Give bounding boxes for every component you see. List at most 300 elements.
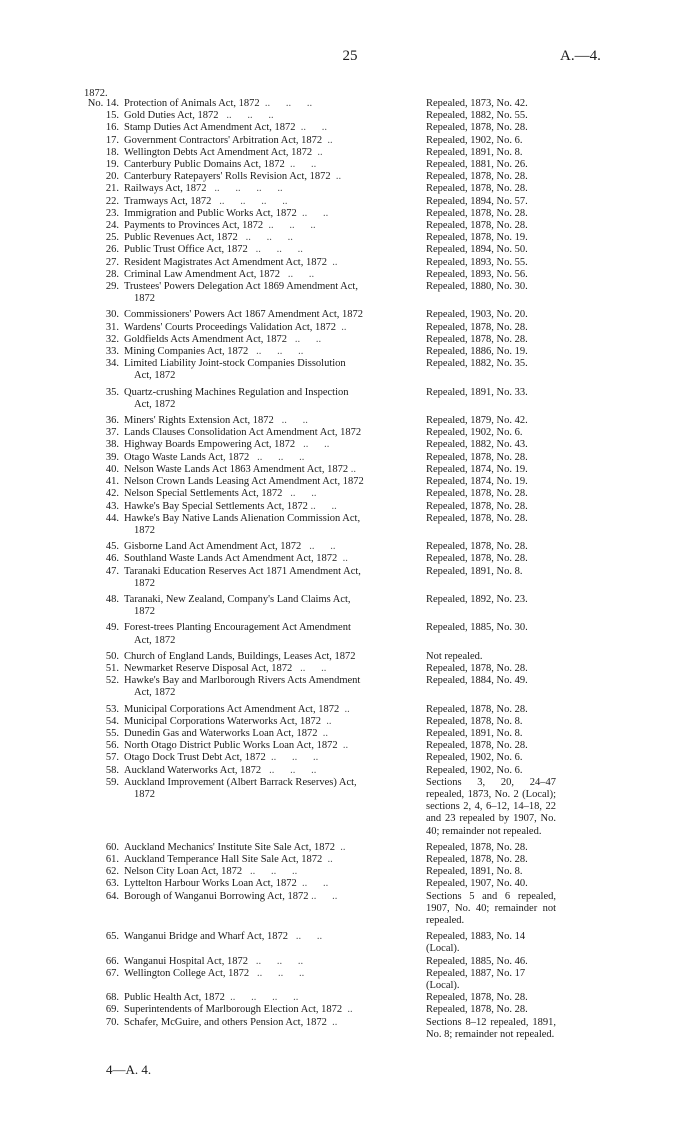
act-title (124, 159, 420, 171)
act-title-text: Dunedin Gas and Waterworks Loan Act, 1872 (124, 727, 318, 739)
act-title-cell (124, 675, 420, 699)
repeal-status: Sections 5 and 6 repealed, 1907, No. 40; remainder not repealed. (426, 890, 556, 926)
act-title-text: Mining Companies Act, 1872 (124, 346, 249, 358)
act-title-text: Wanganui Bridge and Wharf Act, 1872 (124, 931, 289, 943)
act-row (72, 232, 632, 244)
repeal-status: Repealed, 1878, No. 28. (426, 992, 528, 1004)
act-title (124, 622, 420, 634)
repeal-status: Repealed, 1878, No. 28. (426, 333, 528, 345)
act-title-text: Wardens' Courts Proceedings Validation Act, 1872 (124, 321, 336, 333)
act-row (72, 439, 632, 451)
act-title-text: Trustees' Powers Delegation Act 1869 Amendment Act, (124, 281, 358, 293)
act-title-cell (124, 1004, 420, 1016)
dot-leader: .. (322, 853, 333, 865)
act-title-cell (124, 281, 420, 305)
repeal-status: Repealed, 1882, No. 43. (426, 439, 528, 451)
act-title-text: Payments to Provinces Act, 1872 (124, 220, 264, 232)
repeal-status: Repealed, 1884, No. 49. (426, 675, 528, 687)
act-number: 51. (105, 662, 119, 674)
act-title (124, 322, 420, 334)
act-number: 57. (105, 752, 119, 764)
act-title-cell (124, 716, 420, 728)
act-number: 21. (105, 183, 119, 195)
act-title-cell (124, 358, 420, 382)
act-row (72, 98, 632, 110)
act-row (72, 183, 632, 195)
repeal-status: Repealed, 1878, No. 28. (426, 541, 528, 553)
act-title (124, 501, 420, 513)
act-title-cell (124, 427, 420, 439)
repeal-status: Repealed, 1902, No. 6. (426, 752, 523, 764)
act-title-cell (124, 663, 420, 675)
repeal-status: Repealed, 1882, No. 55. (426, 110, 528, 122)
act-title-cell (124, 322, 420, 334)
act-title-cell (124, 159, 420, 171)
act-row (72, 891, 632, 928)
act-title-cell (124, 1017, 420, 1029)
act-row (72, 866, 632, 878)
act-title-text: Nelson Waste Lands Act 1863 Amendment Act, 1872 (124, 463, 349, 475)
act-number: 63. (105, 878, 119, 890)
act-title-cell (124, 208, 420, 220)
dot-leader: .. .. (296, 207, 329, 219)
repeal-status: Repealed, 1878, No. 28. (426, 662, 528, 674)
act-title (124, 1017, 420, 1029)
act-title-text: Canterbury Public Domains Act, 1872 (124, 159, 285, 171)
act-row (72, 728, 632, 740)
repeal-status: Repealed, 1891, No. 8. (426, 727, 523, 739)
dot-leader: .. .. .. .. (206, 183, 283, 195)
repeal-status: Repealed, 1878, No. 8. (426, 715, 523, 727)
act-number: 34. (105, 358, 119, 370)
act-number: No. 14. (87, 98, 119, 109)
act-number: 32. (105, 333, 119, 345)
act-number: 22. (105, 195, 119, 207)
act-row (72, 122, 632, 134)
act-title-continuation: Act, 1872 (134, 634, 176, 646)
act-row (72, 501, 632, 513)
dot-leader: .. .. .. (247, 955, 304, 967)
act-title-text: Gold Duties Act, 1872 (124, 110, 219, 122)
act-number: 67. (105, 967, 119, 979)
act-title-cell (124, 415, 420, 427)
repeal-status: Repealed, 1878, No. 28. (426, 740, 528, 752)
act-title (124, 452, 420, 464)
act-title-text: Limited Liability Joint-stock Companies Dissolution (124, 358, 346, 370)
act-title-cell (124, 956, 420, 968)
act-title-cell (124, 439, 420, 451)
repeal-status: Sections 8–12 repealed, 1891, No. 8; remainder not repealed. (426, 1016, 556, 1040)
act-title-text: Schafer, McGuire, and others Pension Act, 1872 (124, 1016, 327, 1028)
repeal-status: Repealed, 1874, No. 19. (426, 476, 528, 488)
act-title-text: Nelson Special Settlements Act, 1872 (124, 488, 283, 500)
repeal-status: Repealed, 1887, No. 17 (Local). (426, 967, 526, 992)
act-row (72, 1004, 632, 1016)
act-title-text: Miners' Rights Extension Act, 1872 (124, 415, 274, 427)
act-title-text: Quartz-crushing Machines Regulation and Inspection (124, 386, 349, 398)
act-row (72, 675, 632, 699)
act-title (124, 992, 420, 1004)
repeal-status: Repealed, 1902, No. 6. (426, 134, 523, 146)
act-title-cell (124, 334, 420, 346)
act-title (124, 842, 420, 854)
act-title-text: Public Health Act, 1872 (124, 992, 225, 1004)
act-title-cell (124, 728, 420, 740)
act-number: 70. (105, 1016, 119, 1028)
act-title-cell (124, 866, 420, 878)
act-title-cell (124, 842, 420, 854)
dot-leader: .. .. (296, 878, 329, 890)
act-title (124, 675, 420, 687)
act-row (72, 594, 632, 618)
act-number: 48. (105, 593, 119, 605)
act-title-cell (124, 704, 420, 716)
dot-leader: .. .. .. (259, 98, 313, 109)
act-number: 65. (105, 931, 119, 943)
repeal-status: Repealed, 1891, No. 33. (426, 386, 528, 398)
act-number: 17. (105, 134, 119, 146)
act-number: 16. (105, 122, 119, 134)
repeal-status: Repealed, 1903, No. 20. (426, 309, 528, 321)
dot-leader: .. .. (282, 488, 317, 500)
act-title-cell (124, 476, 420, 488)
dot-leader: .. .. (280, 268, 315, 280)
act-row (72, 334, 632, 346)
act-number: 66. (105, 955, 119, 967)
act-title-cell (124, 740, 420, 752)
act-title-text: Commissioners' Powers Act 1867 Amendment Act, 1872 (124, 309, 364, 321)
act-title-text: Immigration and Public Works Act, 1872 (124, 207, 297, 219)
act-row (72, 704, 632, 716)
repeal-status: Not repealed. (426, 650, 483, 662)
act-title (124, 147, 420, 159)
act-row (72, 464, 632, 476)
act-title (124, 878, 420, 890)
act-number: 26. (105, 244, 119, 256)
repeal-status: Repealed, 1907, No. 40. (426, 878, 528, 890)
page-footer-signature: 4—A. 4. (106, 1062, 152, 1077)
repeal-status: Repealed, 1878, No. 28. (426, 853, 528, 865)
act-title-cell (124, 269, 420, 281)
act-title-cell (124, 147, 420, 159)
repeal-status: Repealed, 1878, No. 28. (426, 841, 528, 853)
act-title (124, 476, 420, 488)
act-number: 33. (105, 346, 119, 358)
act-title-text: Church of England Lands, Buildings, Leases Act, 1872 (124, 650, 356, 662)
repeal-status: Repealed, 1878, No. 28. (426, 488, 528, 500)
act-number: 38. (105, 439, 119, 451)
act-title-text: Municipal Corporations Waterworks Act, 1872 (124, 715, 321, 727)
act-title (124, 183, 420, 195)
act-title-cell (124, 594, 420, 618)
act-title (124, 220, 420, 232)
act-row (72, 387, 632, 411)
act-title (124, 122, 420, 134)
repeal-status: Repealed, 1878, No. 28. (426, 451, 528, 463)
act-number: 20. (105, 171, 119, 183)
dot-leader: .. .. .. (218, 110, 274, 122)
act-title-text: Government Contractors' Arbitration Act, 1872 (124, 134, 323, 146)
act-number: 30. (105, 309, 119, 321)
act-number: 43. (105, 500, 119, 512)
act-title-text: Otago Waste Lands Act, 1872 (124, 451, 250, 463)
act-title-cell (124, 452, 420, 464)
act-row (72, 1017, 632, 1041)
act-title-text: Hawke's Bay Native Lands Alienation Commission Act, (124, 512, 361, 524)
act-number: 56. (105, 740, 119, 752)
act-title (124, 765, 420, 777)
act-title-text: Otago Dock Trust Debt Act, 1872 (124, 752, 266, 764)
act-number: 45. (105, 541, 119, 553)
act-title-text: Taranaki Education Reserves Act 1871 Amendment Act, (124, 565, 361, 577)
act-row (72, 765, 632, 777)
act-number: 54. (105, 715, 119, 727)
act-title-text: North Otago District Public Works Loan Act, 1872 (124, 740, 338, 752)
act-title-cell (124, 488, 420, 500)
act-title-cell (124, 968, 420, 980)
dot-leader: .. .. .. (249, 451, 305, 463)
dot-leader: .. .. .. .. (224, 992, 299, 1004)
act-number: 44. (105, 512, 119, 524)
repeal-status: Repealed, 1883, No. 14 (Local). (426, 931, 526, 955)
repeal-status: Repealed, 1879, No. 42. (426, 415, 528, 427)
act-title-text: Forest-trees Planting Encouragement Act Amendment (124, 622, 351, 634)
act-title-cell (124, 244, 420, 256)
act-row (72, 110, 632, 122)
repeal-status: Sections 3, 20, 24–47 repealed, 1873, No. 2 (Local); sections 2, 4, 6–12, 14–18, 22 and 23 repealed by 1907, No. 40; remainder not repealed. (426, 776, 556, 837)
act-number: 46. (105, 553, 119, 565)
act-row (72, 752, 632, 764)
act-title-cell (124, 387, 420, 411)
act-title-cell (124, 309, 420, 321)
act-title-cell (124, 891, 420, 903)
act-number: 40. (105, 463, 119, 475)
act-title-text: Municipal Corporations Act Amendment Act, 1872 (124, 703, 340, 715)
dot-leader: .. .. (288, 931, 323, 943)
dot-leader: .. .. (295, 439, 330, 451)
act-title (124, 513, 420, 525)
act-row (72, 171, 632, 183)
act-title-text: Criminal Law Amendment Act, 1872 (124, 268, 281, 280)
act-number: 47. (105, 565, 119, 577)
act-number: 27. (105, 256, 119, 268)
act-number: 39. (105, 451, 119, 463)
act-row (72, 488, 632, 500)
act-title-cell (124, 752, 420, 764)
act-title (124, 777, 420, 789)
act-title-text: Hawke's Bay and Marlborough Rivers Acts Amendment (124, 675, 361, 687)
act-title (124, 98, 420, 110)
act-row (72, 842, 632, 854)
act-title-cell (124, 566, 420, 590)
act-number: 35. (105, 386, 119, 398)
act-title-cell (124, 257, 420, 269)
act-title-text: Public Trust Office Act, 1872 (124, 244, 248, 256)
act-title (124, 334, 420, 346)
repeal-status: Repealed, 1891, No. 8. (426, 866, 523, 878)
dot-leader: .. .. (307, 500, 337, 512)
act-title-text: Southland Waste Lands Act Amendment Act, 1872 (124, 553, 338, 565)
repeal-status: Repealed, 1878, No. 28. (426, 207, 528, 219)
act-row (72, 622, 632, 646)
act-number: 41. (105, 476, 119, 488)
act-title (124, 464, 420, 476)
act-title (124, 439, 420, 451)
act-title-text: Newmarket Reserve Disposal Act, 1872 (124, 662, 293, 674)
act-row (72, 740, 632, 752)
act-row (72, 553, 632, 565)
act-title-text: Wellington College Act, 1872 (124, 967, 250, 979)
act-title (124, 854, 420, 866)
dot-leader: .. (336, 321, 347, 333)
act-title (124, 752, 420, 764)
dot-leader: .. .. .. (263, 220, 316, 232)
act-row (72, 346, 632, 358)
act-number: 62. (105, 866, 119, 878)
act-title-continuation: 1872 (134, 293, 155, 305)
act-title (124, 196, 420, 208)
act-title (124, 704, 420, 716)
act-title-text: Nelson Crown Lands Leasing Act Amendment Act, 1872 (124, 476, 364, 488)
act-number: 52. (105, 675, 119, 687)
act-title-cell (124, 651, 420, 663)
act-number: 42. (105, 488, 119, 500)
repeal-status: Repealed, 1894, No. 57. (426, 195, 528, 207)
dot-leader: .. .. (273, 415, 308, 427)
dot-leader: .. (342, 1004, 353, 1016)
act-title-text: Railways Act, 1872 (124, 183, 207, 195)
act-title-text: Resident Magistrates Act Amendment Act, 1872 (124, 256, 327, 268)
act-number: 49. (105, 622, 119, 634)
repeal-status: Repealed, 1893, No. 56. (426, 268, 528, 280)
act-title-cell (124, 232, 420, 244)
dot-leader: .. .. .. (261, 764, 317, 776)
dot-leader: .. .. .. (249, 967, 305, 979)
act-row (72, 968, 632, 992)
paper-reference: A.—4. (560, 48, 601, 64)
act-title (124, 728, 420, 740)
repeal-status: Repealed, 1891, No. 8. (426, 565, 523, 577)
dot-leader: .. .. (295, 122, 327, 134)
act-title (124, 257, 420, 269)
act-row (72, 244, 632, 256)
dot-leader: .. (322, 134, 333, 146)
act-number: 37. (105, 427, 119, 439)
act-title (124, 427, 420, 439)
act-title-cell (124, 183, 420, 195)
act-number: 18. (105, 146, 119, 158)
act-row (72, 878, 632, 890)
act-title-text: Taranaki, New Zealand, Company's Land Claims Act, (124, 593, 351, 605)
repeal-status: Repealed, 1878, No. 28. (426, 703, 528, 715)
act-title-text: Borough of Wanganui Borrowing Act, 1872 (124, 890, 309, 902)
act-title-cell (124, 122, 420, 134)
act-title (124, 651, 420, 663)
dot-leader: .. .. (284, 159, 317, 171)
act-title-text: Wanganui Hospital Act, 1872 (124, 955, 248, 967)
act-title (124, 346, 420, 358)
act-row (72, 415, 632, 427)
act-title-text: Highway Boards Empowering Act, 1872 (124, 439, 296, 451)
act-row (72, 476, 632, 488)
act-number: 31. (105, 321, 119, 333)
dot-leader: .. (334, 841, 346, 853)
dot-leader: .. (348, 463, 356, 475)
repeal-status: Repealed, 1893, No. 55. (426, 256, 528, 268)
act-title-cell (124, 765, 420, 777)
act-title (124, 110, 420, 122)
act-title-text: Gisborne Land Act Amendment Act, 1872 (124, 541, 302, 553)
act-row (72, 208, 632, 220)
act-title-continuation: 1872 (134, 524, 155, 536)
act-title-continuation: 1872 (134, 606, 155, 618)
act-title (124, 1004, 420, 1016)
act-title (124, 309, 420, 321)
act-row (72, 777, 632, 838)
dot-leader: .. .. (301, 541, 336, 553)
act-row (72, 541, 632, 553)
repeal-status: Repealed, 1878, No. 28. (426, 220, 528, 232)
dot-leader: .. .. .. .. (211, 195, 288, 207)
dot-leader: .. (320, 715, 332, 727)
act-title-text: Auckland Waterworks Act, 1872 (124, 764, 262, 776)
act-title-cell (124, 992, 420, 1004)
act-title-text: Canterbury Ratepayers' Rolls Revision Act, 1872 (124, 171, 331, 183)
act-title (124, 931, 420, 943)
act-number: 69. (105, 1004, 119, 1016)
act-title (124, 866, 420, 878)
act-title-continuation: Act, 1872 (134, 687, 176, 699)
act-number: 36. (105, 415, 119, 427)
repeal-status: Repealed, 1902, No. 6. (426, 764, 523, 776)
act-number: 19. (105, 159, 119, 171)
act-title-text: Protection of Animals Act, 1872 (124, 98, 260, 109)
act-title (124, 135, 420, 147)
repeal-status: Repealed, 1891, No. 8. (426, 146, 523, 158)
act-title-text: Auckland Improvement (Albert Barrack Reserves) Act, (124, 776, 357, 788)
act-title-continuation: Act, 1872 (134, 370, 176, 382)
page-number: 25 (342, 48, 358, 64)
act-title (124, 740, 420, 752)
act-title-cell (124, 931, 420, 943)
act-title (124, 488, 420, 500)
act-title-text: Nelson City Loan Act, 1872 (124, 866, 243, 878)
act-row (72, 135, 632, 147)
repeal-status: Repealed, 1878, No. 28. (426, 512, 528, 524)
act-row (72, 513, 632, 537)
repeal-status: Repealed, 1878, No. 28. (426, 171, 528, 183)
act-row (72, 322, 632, 334)
act-title-cell (124, 777, 420, 801)
repeal-status: Repealed, 1880, No. 30. (426, 281, 528, 293)
act-title-text: Auckland Temperance Hall Site Sale Act, 1872 (124, 853, 323, 865)
dot-leader: .. .. (292, 662, 327, 674)
dot-leader: .. .. .. (247, 244, 303, 256)
act-title-text: Lyttelton Harbour Works Loan Act, 1872 (124, 878, 297, 890)
act-title-text: Superintendents of Marlborough Election Act, 1872 (124, 1004, 343, 1016)
act-title (124, 208, 420, 220)
repeal-status: Repealed, 1878, No. 28. (426, 321, 528, 333)
act-row (72, 663, 632, 675)
act-number: 68. (105, 992, 119, 1004)
repeal-status: Repealed, 1878, No. 28. (426, 500, 528, 512)
act-title-cell (124, 541, 420, 553)
acts-table (72, 98, 632, 1041)
act-title (124, 716, 420, 728)
act-title-cell (124, 464, 420, 476)
act-row (72, 257, 632, 269)
year-heading: 1872. (84, 88, 108, 99)
